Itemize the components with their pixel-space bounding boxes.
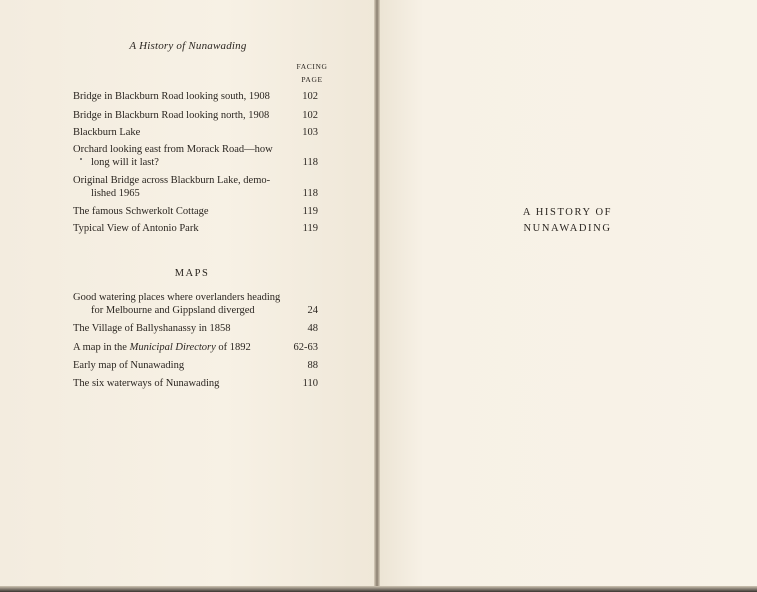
entry-page: 24	[307, 305, 318, 316]
entry-text-continued: for Melbourne and Gippsland diverged	[91, 305, 255, 316]
half-title-line-1: A HISTORY OF	[522, 207, 613, 218]
entry-page: 48	[307, 323, 318, 334]
stray-mark	[80, 158, 82, 160]
entry-page: 110	[302, 378, 318, 389]
entry-page: 88	[307, 360, 318, 371]
illustration-entry	[73, 90, 323, 103]
entry-text-continued: lished 1965	[91, 188, 140, 199]
entry-page: 102	[302, 91, 318, 102]
entry-page: 119	[302, 223, 318, 234]
entry-text: Good watering places where overlanders heading	[73, 292, 281, 303]
page-bottom-edge	[0, 586, 757, 592]
running-head: A History of Nunawading	[129, 40, 247, 52]
entry-page: 103	[302, 127, 318, 138]
illustration-entry	[73, 126, 323, 139]
entry-text-continued: long will it last?	[91, 157, 159, 168]
entry-text-post: of 1892	[215, 342, 251, 353]
entry-page: 118	[302, 188, 318, 199]
map-entry	[73, 377, 323, 390]
right-page	[378, 0, 757, 588]
entry-text: The Village of Ballyshanassy in 1858	[73, 323, 231, 334]
illustration-entry	[73, 205, 323, 218]
entry-text: The famous Schwerkolt Cottage	[73, 206, 209, 217]
illustration-entry	[73, 143, 323, 169]
illustration-entry	[73, 222, 323, 235]
entry-text: Original Bridge across Blackburn Lake, demo-	[73, 175, 271, 186]
entry-text: Blackburn Lake	[73, 127, 141, 138]
entry-page: 118	[302, 157, 318, 168]
entry-text	[73, 341, 287, 354]
entry-text: Bridge in Blackburn Road looking south, 1908	[73, 91, 270, 102]
map-entry	[73, 359, 323, 372]
half-title-line-2: NUNAWADING	[523, 223, 612, 234]
map-entry	[73, 322, 323, 335]
entry-text-pre: A map in the	[73, 342, 130, 353]
illustration-entry	[73, 174, 323, 200]
entry-page: 62-63	[293, 342, 318, 353]
entry-text-italic: Municipal Directory	[129, 342, 216, 353]
entry-text: The six waterways of Nunawading	[73, 378, 220, 389]
map-entry	[73, 291, 323, 317]
half-title	[378, 205, 757, 237]
entry-text: Early map of Nunawading	[73, 360, 185, 371]
entry-page: 119	[302, 206, 318, 217]
illustration-entry	[73, 109, 323, 122]
facing-page-label	[292, 60, 332, 86]
map-entry	[73, 341, 323, 354]
entry-text: Orchard looking east from Morack Road—how	[73, 144, 273, 155]
entry-text: Bridge in Blackburn Road looking north, 1908	[73, 110, 270, 121]
book-gutter	[374, 0, 380, 592]
facing-label-line-2: PAGE	[301, 75, 323, 84]
maps-heading: MAPS	[174, 268, 210, 279]
facing-label-line-1: FACING	[296, 62, 328, 71]
entry-text: Typical View of Antonio Park	[73, 223, 199, 234]
entry-page: 102	[302, 110, 318, 121]
